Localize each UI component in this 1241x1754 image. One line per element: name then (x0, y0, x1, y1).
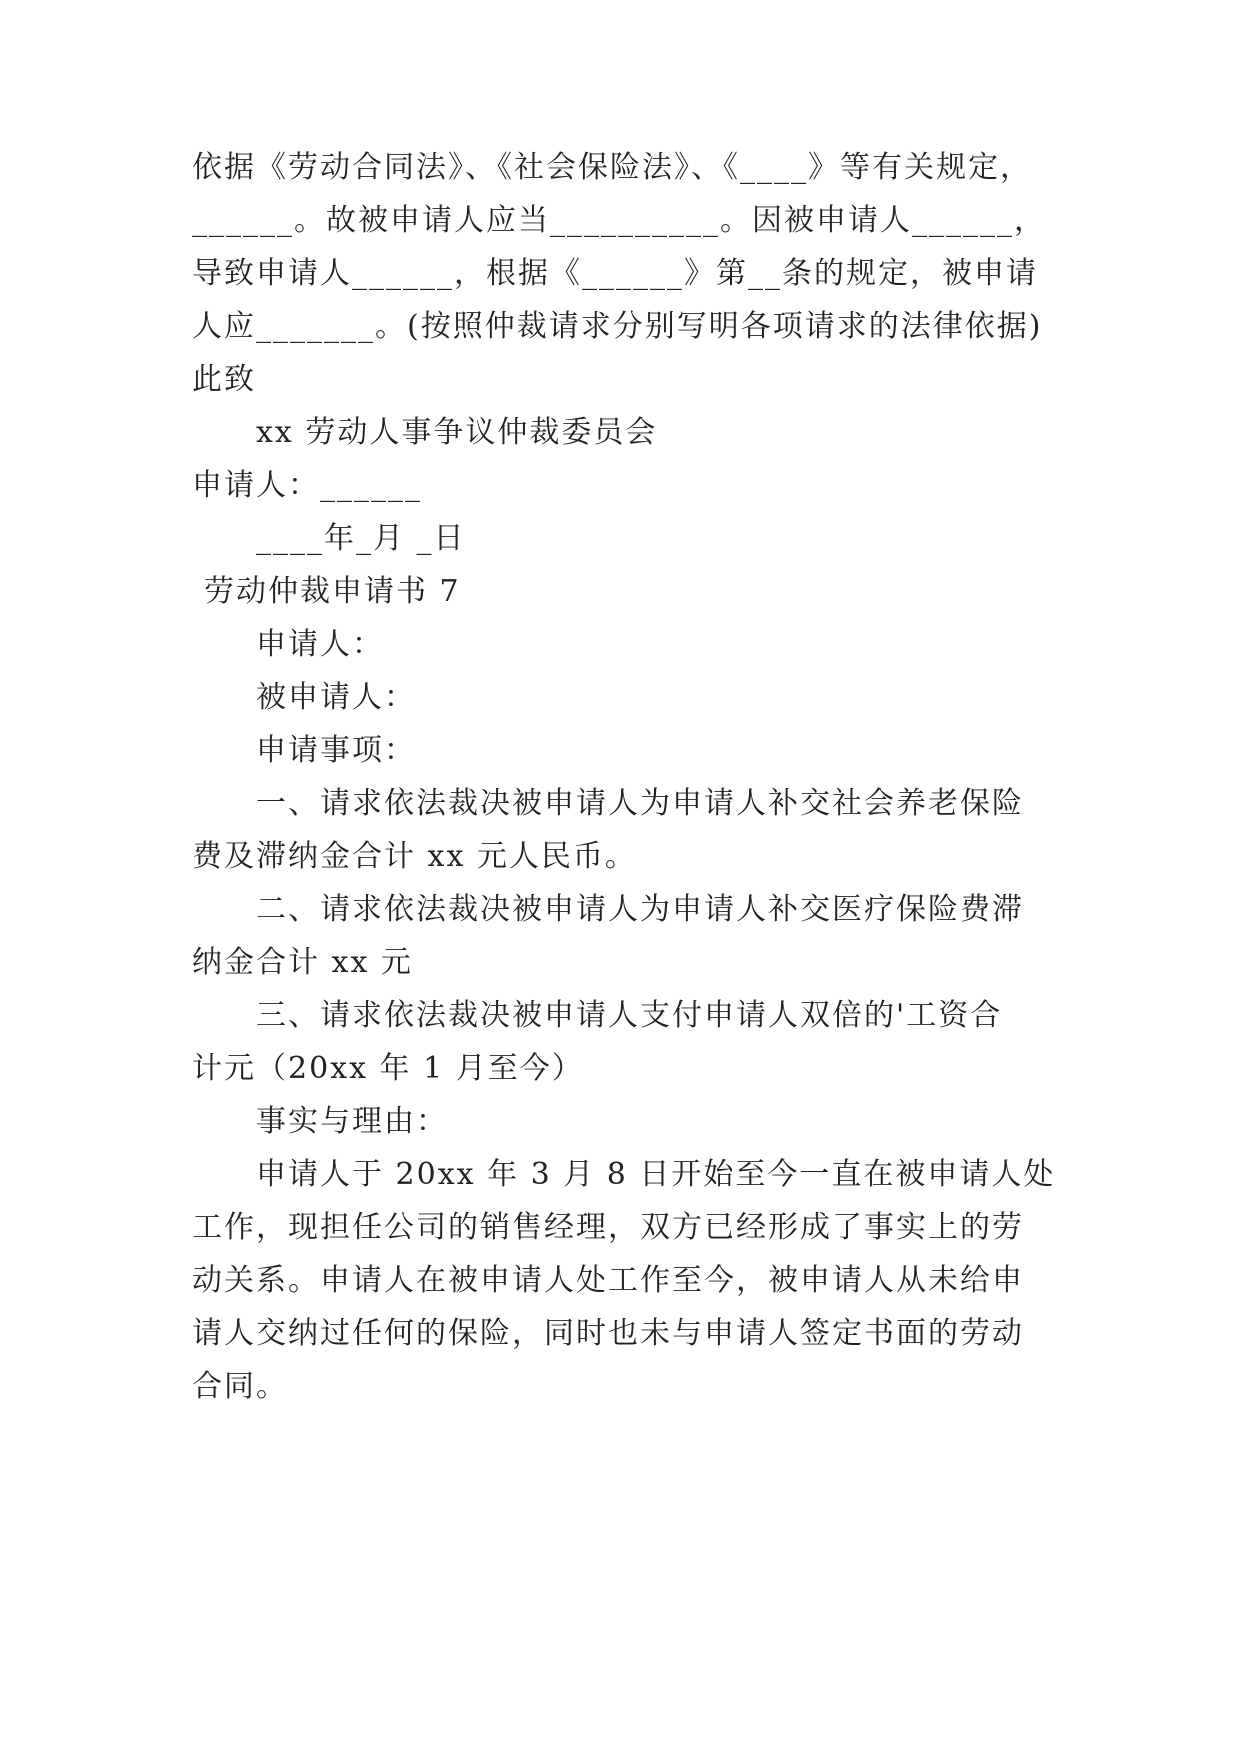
applicant-label: 申请人： (256, 627, 384, 662)
claim-line: 纳金合计 xx 元 (192, 945, 413, 980)
claim-line: 三、请求依法裁决被申请人支付申请人双倍的'工资合 (256, 998, 1003, 1033)
facts-line: 申请人于 20xx 年 3 月 8 日开始至今一直在被申请人处 (256, 1157, 1056, 1192)
paragraph-line: 导致申请人______，根据《______》第__条的规定，被申请 (192, 256, 1038, 291)
closing-salutation: 此致 (192, 362, 256, 397)
claims-heading: 申请事项： (256, 733, 416, 768)
recipient-committee: xx 劳动人事争议仲裁委员会 (256, 415, 658, 450)
claim-line: 费及滞纳金合计 xx 元人民币。 (192, 839, 637, 874)
paragraph-line: 依据《劳动合同法》、《社会保险法》、《____》等有关规定， (192, 150, 1032, 185)
facts-line: 工作，现担任公司的销售经理，双方已经形成了事实上的劳 (192, 1210, 1024, 1245)
claim-line: 二、请求依法裁决被申请人为申请人补交医疗保险费滞 (256, 892, 1024, 927)
section-title: 劳动仲裁申请书 7 (204, 574, 461, 609)
facts-line: 请人交纳过任何的保险，同时也未与申请人签定书面的劳动 (192, 1316, 1024, 1351)
claim-line: 计元（20xx 年 1 月至今） (192, 1051, 584, 1086)
claim-line: 一、请求依法裁决被申请人为申请人补交社会养老保险 (256, 786, 1024, 821)
respondent-label: 被申请人： (256, 680, 416, 715)
date-line: ____年_月 _日 (256, 521, 466, 556)
paragraph-line: 人应_______。(按照仲裁请求分别写明各项请求的法律依据) (192, 309, 1043, 344)
paragraph-line: ______。故被申请人应当__________。因被申请人______， (192, 203, 1046, 238)
facts-line: 动关系。申请人在被申请人处工作至今，被申请人从未给申 (192, 1263, 1024, 1298)
facts-heading: 事实与理由： (256, 1104, 448, 1139)
applicant-signature: 申请人：______ (192, 468, 422, 503)
facts-line: 合同。 (192, 1369, 288, 1404)
